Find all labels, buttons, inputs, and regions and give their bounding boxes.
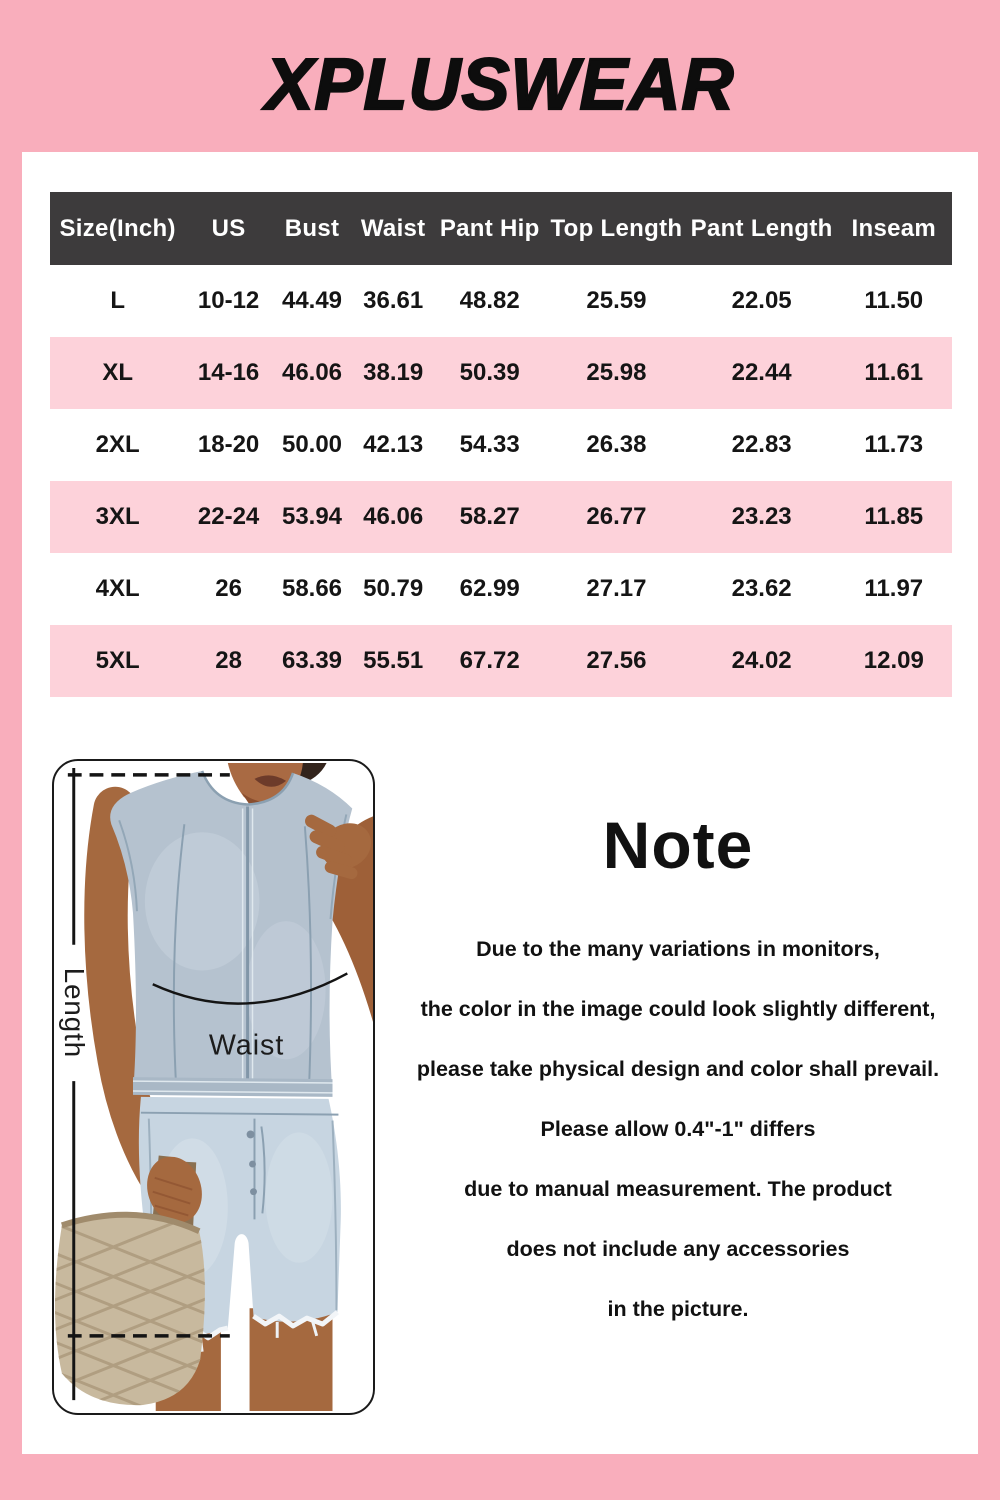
note-title: Note: [602, 808, 754, 882]
cell: 11.50: [864, 287, 924, 314]
cell: 11.97: [864, 575, 924, 602]
cell: 44.49: [281, 287, 343, 314]
cell: 26.38: [586, 431, 647, 458]
cell: 23.62: [731, 575, 792, 602]
cell: 27.56: [545, 625, 688, 697]
model-figure: [54, 763, 373, 1413]
cell: 12.09: [836, 625, 952, 697]
cell: 58.27: [434, 481, 545, 553]
cell: 5XL: [50, 625, 185, 697]
column-header: Pant Length: [688, 192, 836, 265]
cell: XL: [50, 337, 185, 409]
column-header: Top Length: [545, 192, 688, 265]
cell: 4XL: [95, 575, 140, 602]
note-body: [400, 919, 956, 1339]
column-header: US: [185, 192, 272, 265]
table-row: [50, 409, 952, 481]
cell: 50.39: [434, 337, 545, 409]
table-row: [50, 625, 952, 697]
cell: 11.85: [836, 481, 952, 553]
column-header: Waist: [352, 192, 434, 265]
cell: 22.44: [688, 337, 836, 409]
column-header: Size(Inch): [50, 192, 185, 265]
cell: L: [110, 287, 125, 314]
note-line: please take physical design and color shall prevail.: [416, 1057, 940, 1081]
model-illustration: [54, 761, 373, 1413]
cell: 50.00: [281, 431, 343, 458]
cell: 63.39: [272, 625, 352, 697]
cell: 50.79: [363, 575, 424, 602]
cell: 23.23: [688, 481, 836, 553]
cell: 28: [185, 625, 272, 697]
cell: 2XL: [95, 431, 140, 458]
cell: 58.66: [281, 575, 343, 602]
cell: 55.51: [352, 625, 434, 697]
cell: 38.19: [352, 337, 434, 409]
column-header: Inseam: [836, 192, 952, 265]
cell: 3XL: [50, 481, 185, 553]
length-label: Length: [59, 967, 91, 1059]
table-row: [50, 337, 952, 409]
cell: 24.02: [688, 625, 836, 697]
cell: 62.99: [459, 575, 520, 602]
cell: 46.06: [352, 481, 434, 553]
cell: 22-24: [185, 481, 272, 553]
note-line: Please allow 0.4"-1" differs: [540, 1117, 816, 1141]
table-row: [50, 481, 952, 553]
column-header: Bust: [272, 192, 352, 265]
waist-label: Waist: [208, 1029, 285, 1062]
note-line: Due to the many variations in monitors,: [476, 937, 880, 961]
cell: 36.61: [363, 287, 424, 314]
product-photo: [52, 759, 375, 1415]
cell: 25.59: [586, 287, 647, 314]
handbag: [54, 1207, 212, 1413]
table-header-row: [50, 192, 952, 265]
content-panel: [22, 152, 978, 1454]
note-line: the color in the image could look slightly different,: [420, 997, 936, 1021]
note-line: does not include any accessories: [506, 1237, 850, 1261]
table-row: [50, 553, 952, 625]
cell: 67.72: [434, 625, 545, 697]
note-section: [400, 807, 956, 1339]
cell: 27.17: [586, 575, 647, 602]
cell: 26: [215, 575, 242, 602]
column-header: Pant Hip: [434, 192, 545, 265]
cell: 11.73: [864, 431, 924, 458]
cell: 54.33: [459, 431, 520, 458]
cell: 46.06: [272, 337, 352, 409]
cell: 22.05: [731, 287, 792, 314]
note-line: in the picture.: [607, 1297, 749, 1321]
size-table: [50, 192, 952, 697]
cell: 10-12: [197, 287, 260, 314]
cell: 18-20: [197, 431, 260, 458]
cell: 26.77: [545, 481, 688, 553]
cell: 11.61: [836, 337, 952, 409]
cell: 14-16: [185, 337, 272, 409]
cell: 22.83: [731, 431, 792, 458]
cell: 48.82: [459, 287, 520, 314]
note-line: due to manual measurement. The product: [464, 1177, 892, 1201]
cell: 53.94: [272, 481, 352, 553]
cell: 42.13: [363, 431, 424, 458]
table-row: [50, 265, 952, 337]
brand-logo: XPLUSWEAR: [265, 45, 735, 125]
cell: 25.98: [545, 337, 688, 409]
